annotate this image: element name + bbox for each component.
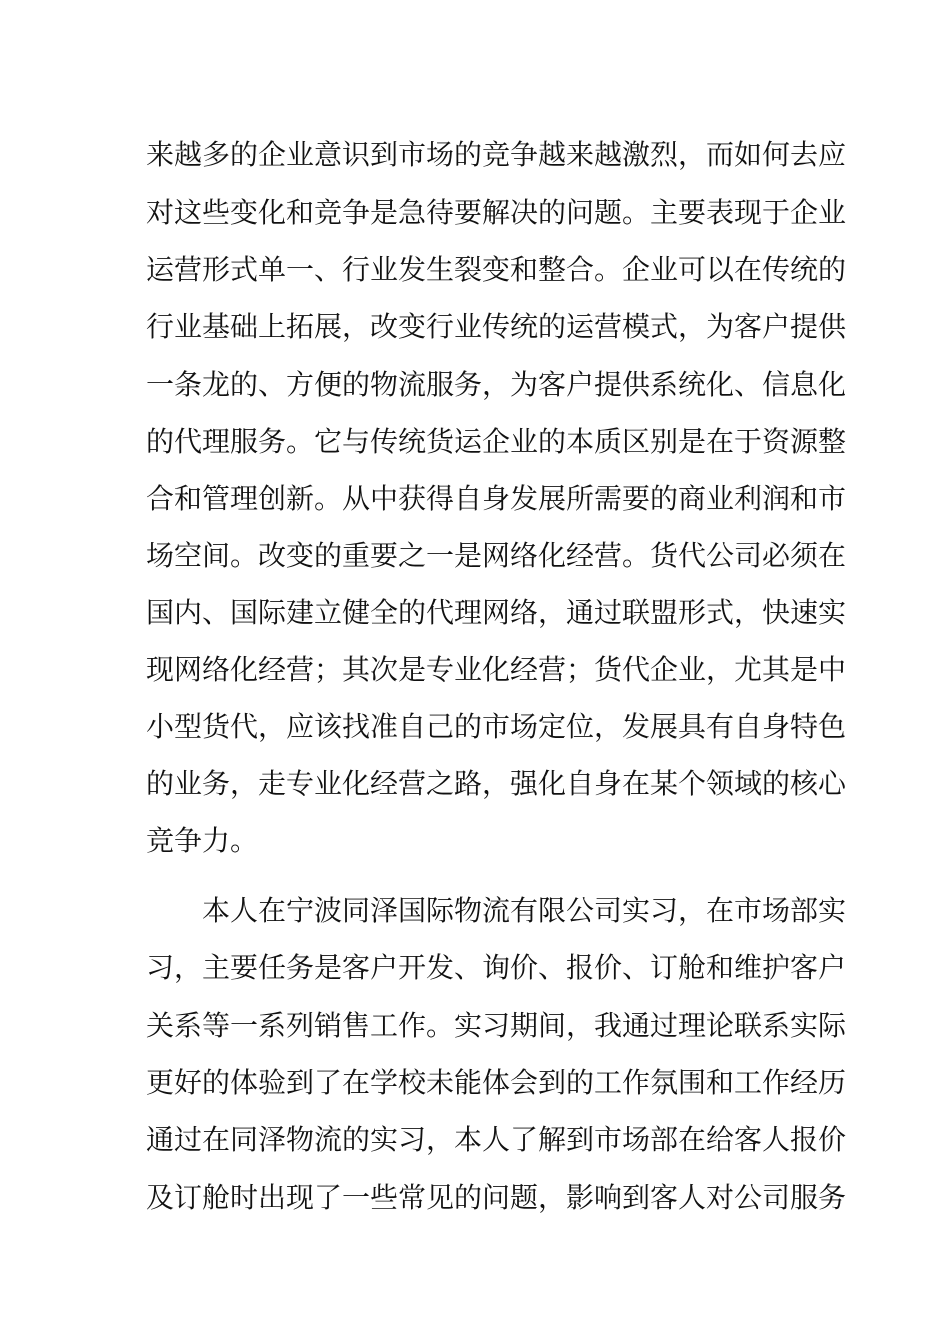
text-line: 合和管理创新。从中获得自身发展所需要的商业利润和市 <box>146 482 847 515</box>
text-line: 的代理服务。它与传统货运企业的本质区别是在于资源整 <box>146 425 847 458</box>
text-line: 一条龙的、方便的物流服务，为客户提供系统化、信息化 <box>146 368 847 401</box>
text-line: 关系等一系列销售工作。实习期间，我通过理论联系实际 <box>146 1009 847 1042</box>
text-line: 竞争力。 <box>146 824 259 857</box>
text-line: 本人在宁波同泽国际物流有限公司实习，在市场部实 <box>202 894 847 927</box>
text-line: 通过在同泽物流的实习，本人了解到市场部在给客人报价 <box>146 1123 847 1156</box>
text-line: 更好的体验到了在学校未能体会到的工作氛围和工作经历 <box>146 1066 847 1099</box>
text-line: 对这些变化和竞争是急待要解决的问题。主要表现于企业 <box>146 196 847 229</box>
text-line: 场空间。改变的重要之一是网络化经营。货代公司必须在 <box>146 539 847 572</box>
text-line: 小型货代，应该找准自己的市场定位，发展具有自身特色 <box>146 710 847 743</box>
text-line: 习，主要任务是客户开发、询价、报价、订舱和维护客户 <box>146 951 847 984</box>
text-line: 国内、国际建立健全的代理网络，通过联盟形式，快速实 <box>146 596 847 629</box>
text-line: 及订舱时出现了一些常见的问题，影响到客人对公司服务 <box>146 1181 847 1214</box>
text-line: 运营形式单一、行业发生裂变和整合。企业可以在传统的 <box>146 253 847 286</box>
text-line: 行业基础上拓展，改变行业传统的运营模式，为客户提供 <box>146 310 847 343</box>
text-line: 现网络化经营；其次是专业化经营；货代企业，尤其是中 <box>146 653 847 686</box>
text-line: 来越多的企业意识到市场的竞争越来越激烈，而如何去应 <box>146 138 847 171</box>
text-line: 的业务，走专业化经营之路，强化自身在某个领域的核心 <box>146 767 847 800</box>
